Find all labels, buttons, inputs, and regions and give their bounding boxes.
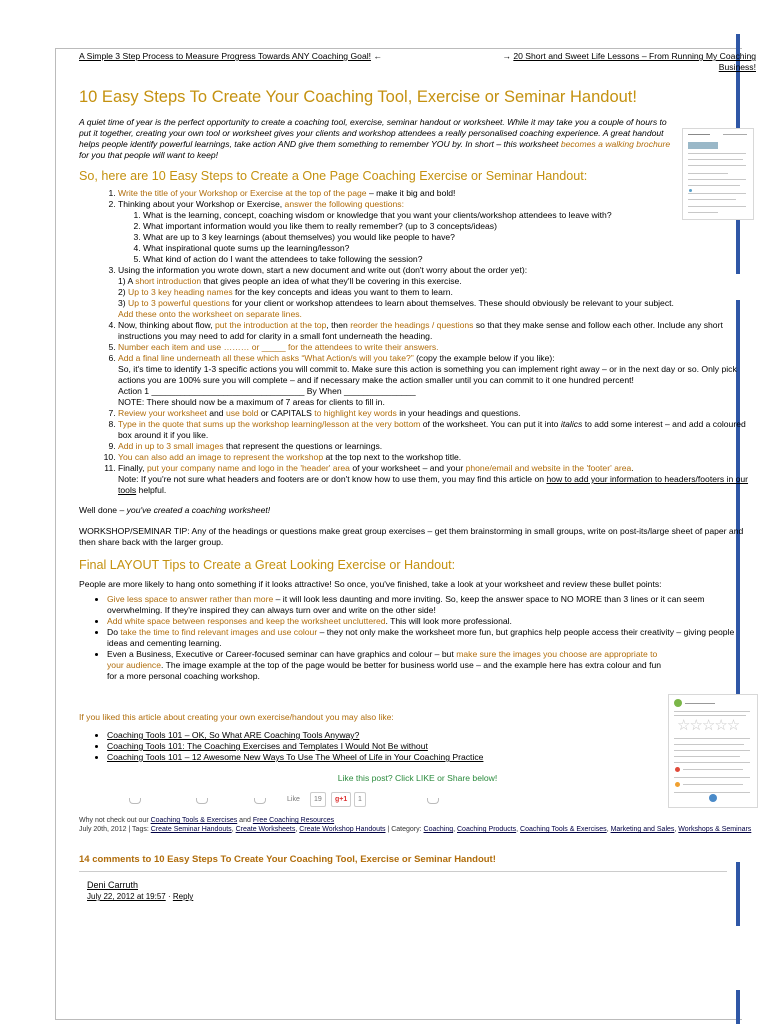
resources-line: Why not check out our Coaching Tools & Exercises and Free Coaching Resources (79, 817, 335, 824)
related-article-item (107, 752, 756, 763)
step-4: 4. Now, thinking about flow, put the introduction at the top, then reorder the headings / questions so that they make sense and follow each other. Include any short instructions you may need to add for clarity in a small font underneath the heading. (118, 320, 756, 342)
step-5: 5. Number each item and use ……… or _____ for the attendees to write their answers. (118, 342, 756, 353)
category-link[interactable]: Marketing and Sales (610, 826, 675, 833)
related-article-item (107, 741, 756, 752)
right-accent-bar (736, 990, 740, 1024)
step-9: 9. Add in up to 3 small images that represent the questions or learnings. (118, 441, 756, 452)
question-item: 3. What are up to 3 key learnings (about themselves) you would like people to have? (143, 232, 756, 243)
tip-item: • Add white space between responses and keep the worksheet uncluttered. This will look more professional. (107, 616, 756, 627)
google-plus-count: 1 (354, 792, 366, 807)
comment-meta: July 22, 2012 at 19:57 · Reply (87, 892, 194, 901)
tag-link[interactable]: Create Workshop Handouts (299, 826, 386, 833)
article-content (79, 49, 756, 902)
share-button-placeholder[interactable] (427, 798, 439, 804)
comment-author: Deni Carruth (87, 880, 139, 890)
step-8: 8. Type in the quote that sums up the workshop learning/lesson at the very bottom of the worksheet. You can put it into italics to add some interest – and add a coloured box around it if you like. (118, 419, 756, 441)
google-plus-button[interactable]: g+1 (331, 792, 351, 807)
share-prompt: Like this post? Click LIKE or Share below! (337, 773, 498, 783)
well-done-text: Well done – you've created a coaching worksheet! (79, 505, 271, 515)
step-10: 10. You can also add an image to represent the workshop at the top next to the workshop title. (118, 452, 756, 463)
tag-link[interactable]: Create Seminar Handouts (150, 826, 232, 833)
layout-tips-list (79, 594, 756, 682)
social-buttons-bar (79, 790, 756, 812)
previous-post-link[interactable] (79, 51, 399, 62)
arrow-left-icon: ← (373, 51, 382, 61)
free-resources-link[interactable]: Free Coaching Resources (252, 817, 335, 824)
question-list (118, 210, 756, 265)
star-icon: ☆☆☆☆☆ (677, 717, 740, 734)
related-articles-list (79, 730, 756, 763)
share-button-placeholder[interactable] (196, 798, 208, 804)
reply-link[interactable]: Reply (172, 892, 194, 901)
steps-heading: So, here are 10 Easy Steps to Create a One Page Coaching Exercise or Seminar Handout: (79, 169, 588, 183)
arrow-right-icon: → (502, 51, 511, 61)
question-item: 4. What inspirational quote sums up the learning/lesson? (143, 243, 756, 254)
category-link[interactable]: Coaching Tools & Exercises (520, 826, 607, 833)
step-2: 2. Thinking about your Workshop or Exercise, answer the following questions: 1. What is the learning, concept, coaching wisdom or knowledge that you want your clients/workshop attendees to leave with? 2. What important information would you like them to really remember? (up to 3 concepts/ideas) 3. What are up to 3 key learnings (about themselves) you would like people to have? 4. What inspirational quote sums up the learning/lesson? 5. What kind of action do I want the attendees to take following the session? (118, 199, 756, 265)
share-button-placeholder[interactable] (254, 798, 266, 804)
question-item: 5. What kind of action do I want the attendees to take following the session? (143, 254, 756, 265)
tags-categories-line: July 20th, 2012 | Tags: Create Seminar Handouts, Create Worksheets, Create Workshop Handouts | Category: Coaching, Coaching Products, Coaching Tools & Exercises, Marketing and Sales, Workshops & Seminars (79, 826, 752, 833)
category-link[interactable]: Coaching Products (457, 826, 517, 833)
comment-date-link[interactable]: July 22, 2012 at 19:57 (87, 892, 166, 901)
tip-item: • Give less space to answer rather than more – it will look less daunting and more inviting. So, keep the answer space to NO MORE than 3 lines or it can seem overwhelming. If they're inspired they can always turn over and write on the other side! (107, 594, 756, 616)
tag-link[interactable]: Create Worksheets (235, 826, 296, 833)
tip-item: • Do take the time to find relevant images and use colour – they not only make the worksheet more fun, but graphics help people access their creativity – giving people ideas and cementing learning. (107, 627, 756, 649)
comment-item (87, 880, 756, 902)
like-label: Like (287, 796, 300, 803)
layout-intro: People are more likely to hang onto something if it looks attractive! So once, you've finished, take a look at your worksheet and review these bullet points: (79, 579, 662, 589)
next-post-link[interactable] (466, 51, 756, 73)
post-navigation (79, 49, 756, 73)
related-article-link[interactable]: Coaching Tools 101: The Coaching Exercises and Templates I Would Not Be without (107, 741, 428, 751)
tools-exercises-link[interactable]: Coaching Tools & Exercises (150, 817, 238, 824)
workshop-tip: WORKSHOP/SEMINAR TIP: Any of the headings or questions make great group exercises – get them brainstorming in small groups, write on post-its/large sheet of paper and then share back with the larger group. (79, 526, 744, 547)
question-item: 1. What is the learning, concept, coaching wisdom or knowledge that you want your clients/workshop attendees to leave with? (143, 210, 756, 221)
share-button-placeholder[interactable] (129, 798, 141, 804)
layout-tips-heading: Final LAYOUT Tips to Create a Great Looking Exercise or Handout: (79, 558, 456, 572)
related-heading: If you liked this article about creating your own exercise/handout you may also like: (79, 712, 394, 722)
step-3: 3. Using the information you wrote down, start a new document and write out (don't worry about the order yet): 1) A short introduction that gives people an idea of what they'll be covering in this exercise. 2) Up to 3 key heading names for the key concepts and ideas you want to them to learn. 3) Up to 3 powerful questions for your client or workshop attendees to learn about themselves. These should obviously be relevant to your subject. Add these onto the worksheet on separate lines. (118, 265, 756, 320)
category-link[interactable]: Coaching (423, 826, 454, 833)
question-item: 2. What important information would you like them to really remember? (up to 3 concepts/ideas) (143, 221, 756, 232)
related-article-link[interactable]: Coaching Tools 101 – OK, So What ARE Coaching Tools Anyway? (107, 730, 360, 740)
comments-heading: 14 comments to 10 Easy Steps To Create Your Coaching Tool, Exercise or Seminar Handout! (79, 854, 496, 865)
comments-divider (79, 871, 727, 872)
related-article-link[interactable]: Coaching Tools 101 – 12 Awesome New Ways To Use The Wheel of Life in Your Coaching Practice (107, 752, 484, 762)
step-6: 6. Add a final line underneath all these which asks “What Action/s will you take?” (copy the example below if you like): So, it's time to identify 1-3 specific actions you will commit to. Make sure this action is something you can implement right away – or in the next day or so. Only pick actions you are 100% sure you will complete – and if necessary make the action smaller until you can commit to it one hundred percent! Action 1 ________________________________ By When _______________ NOTE: There should now be a maximum of 7 areas for clients to fill in. (118, 353, 756, 408)
category-link[interactable]: Workshops & Seminars (678, 826, 752, 833)
step-1: 1. Write the title of your Workshop or Exercise at the top of the page – make it big and bold! (118, 188, 756, 199)
step-7: 7. Review your worksheet and use bold or CAPITALS to highlight key words in your headings and questions. (118, 408, 756, 419)
headers-footers-link[interactable]: how to add your information to headers/footers in our tools (118, 474, 749, 495)
steps-list (79, 188, 756, 496)
like-count[interactable]: 19 (310, 792, 326, 807)
article-intro: A quiet time of year is the perfect opportunity to create a coaching tool, exercise, seminar handout or worksheet. While it may take you a couple of hours to put it together, creating your own tool or worksheet gives your clients and workshop attendees a really personalised coaching experience. A great handout helps people identify powerful learnings, take action AND give them something to remember YOU by. In short – this worksheet becomes a walking brochure for you that people will want to keep! (79, 117, 671, 160)
previous-post-title[interactable]: A Simple 3 Step Process to Measure Progress Towards ANY Coaching Goal! (79, 51, 372, 61)
step-11: 11. Finally, put your company name and logo in the 'header' area of your worksheet – and your phone/email and website in the 'footer' area. Note: If you're not sure what headers and footers are or don't know how to use them, you may find this article on how to add your information to headers/footers in our tools helpful. (118, 463, 756, 496)
article-title: 10 Easy Steps To Create Your Coaching Tool, Exercise or Seminar Handout! (79, 88, 637, 106)
next-post-title[interactable]: 20 Short and Sweet Life Lessons – From Running My Coaching Business! (513, 51, 756, 72)
post-meta (79, 816, 756, 834)
tip-item: • Even a Business, Executive or Career-focused seminar can have graphics and colour – but make sure the images you choose are appropriate to your audience. The image example at the top of the page would be better for business world use – and the example here has extra colour and fun for a more personal coaching workshop. (107, 649, 667, 682)
related-article-item (107, 730, 756, 741)
